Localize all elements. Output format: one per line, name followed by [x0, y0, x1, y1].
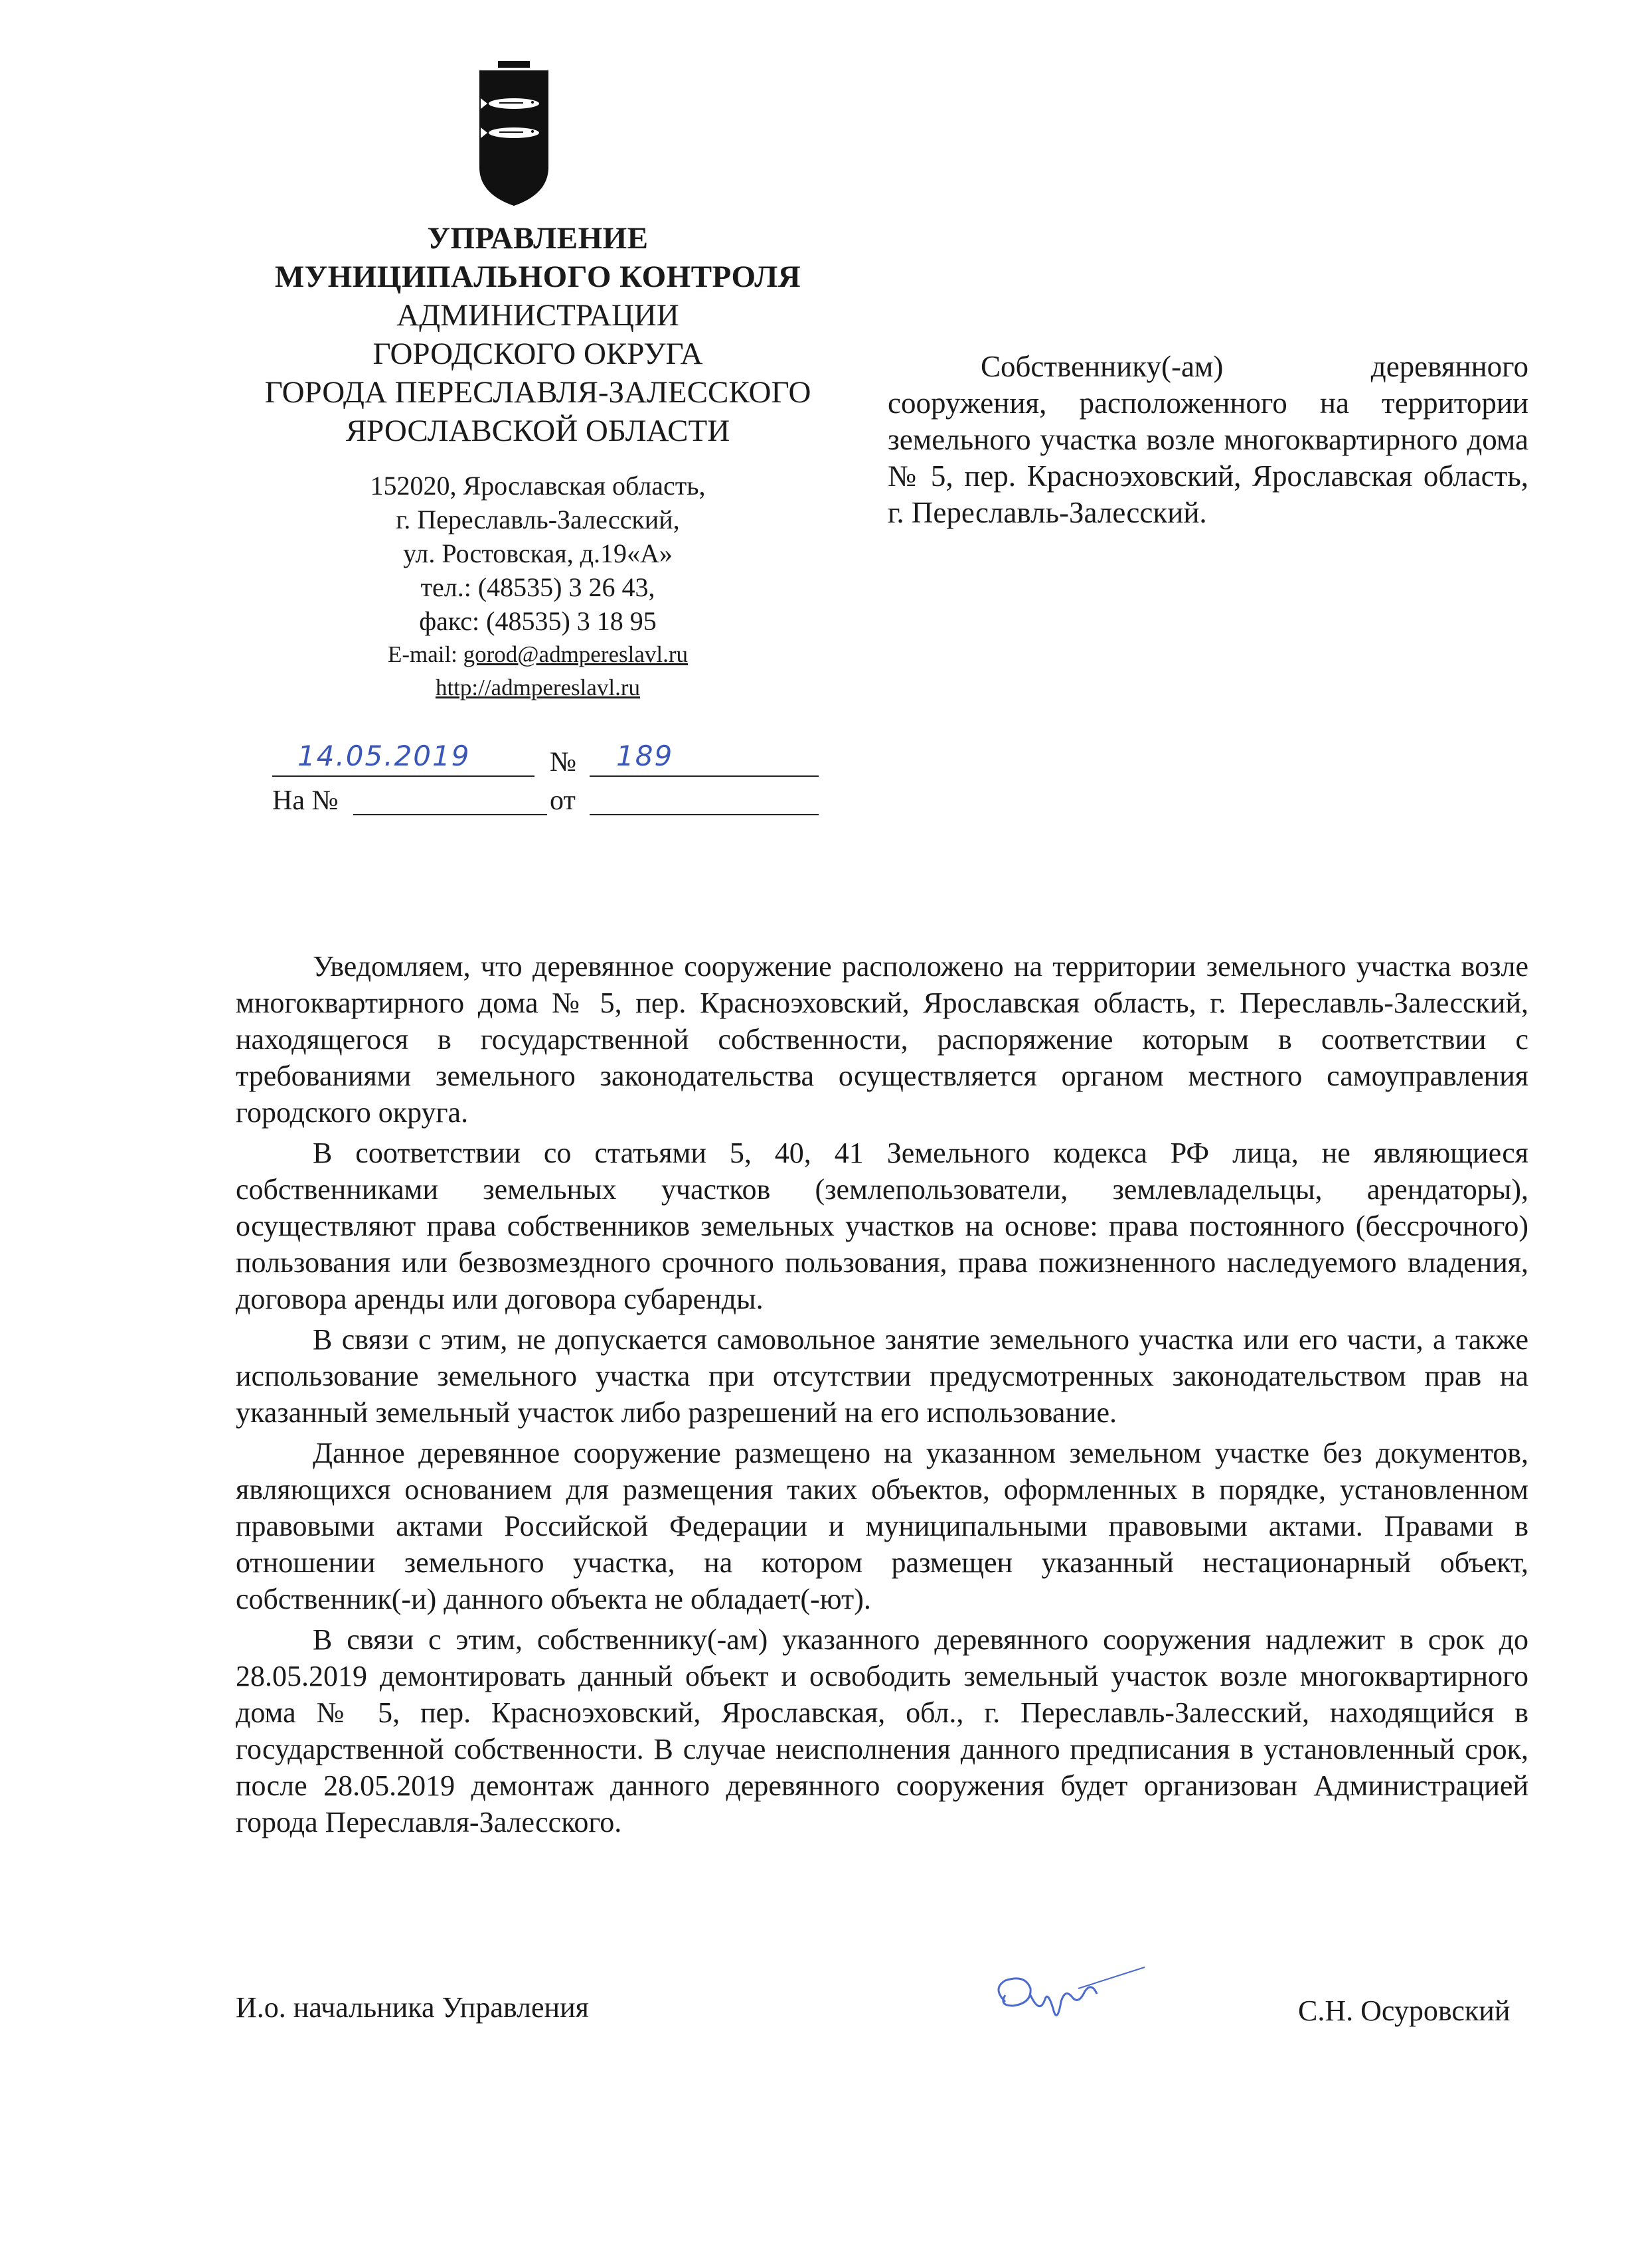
body-paragraph-4: Данное деревянное сооружение размещено на указанном земельном участке без документов, являющихся основанием для размещения таких объектов, оформленных в порядке, установленном правовыми актами Российской Федерации и муниципальными правовыми актами. Правами в отношении земельного участка, на котором размещен указанный нестационарный объект, собственник(-и) данного объекта не обладает(-ют). [236, 1437, 1528, 1615]
coat-of-arms-emblem [479, 61, 548, 206]
body-paragraph-2: В соответствии со статьями 5, 40, 41 Земельного кодекса РФ лица, не являющиеся собственниками земельных участков (землепользователи, землевладельцы, арендаторы), осуществляют права собственников земельных участков на основе: права постоянного (бессрочного) пользования или безвозмездного срочного пользования, права пожизненного наследуемого владения, договора аренды или договора субаренды. [236, 1137, 1528, 1315]
reference-date-line [590, 781, 819, 815]
registration-block [266, 742, 820, 819]
letterhead [219, 219, 857, 704]
department-name-line-2: МУНИЦИПАЛЬНОГО КОНТРОЛЯ [274, 260, 801, 294]
email-line [219, 638, 857, 671]
addressee [888, 349, 1528, 531]
address-line-1: 152020, Ярославская область, [370, 471, 706, 501]
signatory-title: И.о. начальника Управления [236, 1991, 589, 2024]
fax: факс: (48535) 3 18 95 [419, 606, 657, 636]
handwritten-date: 14.05.2019 [297, 740, 471, 772]
address-line-3: ул. Ростовская, д.19«А» [403, 538, 673, 568]
signatory-name: С.Н. Осуровский [1298, 1994, 1511, 2027]
administration-line-2: ГОРОДСКОГО ОКРУГА [372, 337, 703, 371]
administration-line-3: ГОРОДА ПЕРЕСЛАВЛЯ-ЗАЛЕССКОГО [264, 375, 811, 410]
administration-line-1: АДМИНИСТРАЦИИ [396, 298, 679, 333]
number-label: № [550, 747, 577, 777]
address-line-2: г. Переславль-Залесский, [396, 505, 680, 534]
body-paragraph-1: Уведомляем, что деревянное сооружение расположено на территории земельного участка возле многоквартирного дома № 5, пер. Красноэховский, Ярославская область, г. Переславль-Залесский, находящегося в государственной собственности, распоряжение которым в соответствии с требованиями земельного законодательства осуществляется органом местного самоуправления городского округа. [236, 950, 1528, 1129]
reference-row [266, 781, 820, 819]
body-paragraph-3: В связи с этим, не допускается самовольное занятие земельного участка или его части, а также использование земельного участка при отсутствии предусмотренных законодательством прав на указанный земельный участок либо разрешений на его использование. [236, 1323, 1528, 1429]
handwritten-signature [979, 1962, 1151, 2035]
outgoing-row [266, 742, 820, 781]
department-name-line-1: УПРАВЛЕНИЕ [427, 221, 649, 256]
handwritten-number: 189 [616, 740, 674, 772]
phone: тел.: (48535) 3 26 43, [420, 572, 655, 602]
body-paragraph-5: В связи с этим, собственнику(-ам) указанного деревянного сооружения надлежит в срок до 28.05.2019 демонтировать данный объект и освободить земельный участок возле многоквартирного дома № 5, пер. Красноэховский, Ярославская, обл., г. Переславль-Залесский, находящийся в государственной собственности. В случае неисполнения данного предписания в установленный срок, после 28.05.2019 демонтаж данного деревянного сооружения будет организован Администрацией города Переславля-Залесского. [236, 1623, 1528, 1838]
from-label: от [550, 785, 576, 816]
reference-number-line [353, 781, 547, 815]
website-line [219, 671, 857, 704]
email-label: E-mail: [387, 641, 463, 667]
letter-body [236, 948, 1528, 1844]
administration-line-4: ЯРОСЛАВСКОЙ ОБЛАСТИ [345, 414, 730, 448]
reference-label: На № [272, 785, 339, 816]
addressee-text: Собственнику(-ам) деревянного сооружения, расположенного на территории земельного участка возле многоквартирного дома № 5, пер. Красноэховский, Ярославская область, г. Переславль-Залесский. [888, 350, 1528, 529]
email-link[interactable]: gorod@admpereslavl.ru [463, 641, 689, 667]
website-link[interactable]: http://admpereslavl.ru [435, 675, 641, 700]
